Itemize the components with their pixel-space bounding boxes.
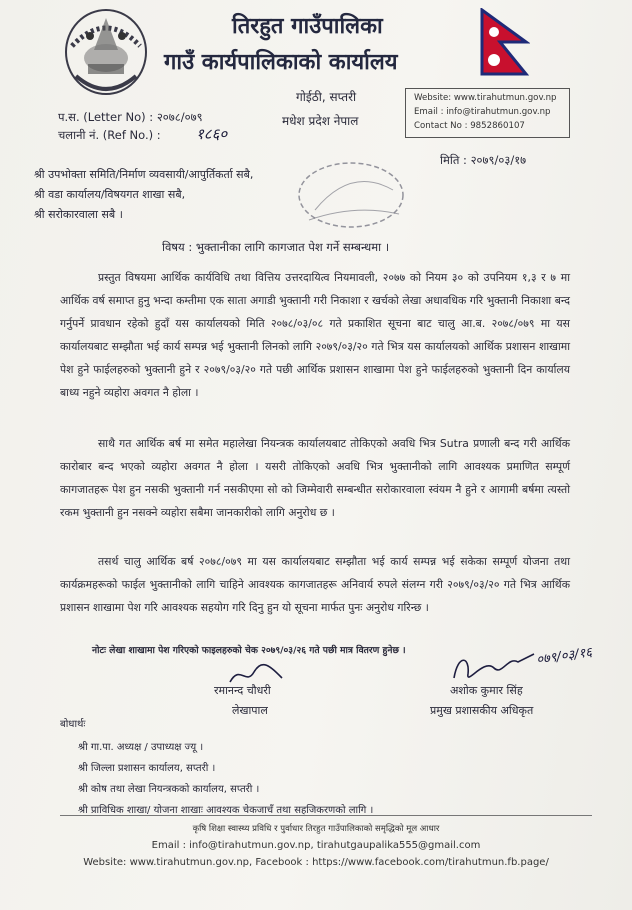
paragraph-2-text: साथै गत आर्थिक बर्ष मा समेत महालेखा नियन्त्रक कार्यालयबाट तोकिएको अवधि भित्र Sutra प्रणाली बन्द गरी आर्थिक कारोबार बन्द भएको व्यहोरा अवगत नै होला । यसरी तोकिएको अवधि भित्र भुक्तानीको लागि आवश्यक प्रमाणित सम्पूर्ण कागजातहरू पेश हुन नसकी भुक्तानी गर्न नसकीएमा सो को जिम्मेवारी सम्बन्धीत सरोकारवाला स्वंयम नै हुने र आगामी बर्षमा त्यस्तो रकम भुक्तानी हुन नसक्ने व्यहोरा सबैमा जानकारीको लागि अनुरोध छ ।: [60, 437, 570, 519]
recipient-3: श्री सरोकारवाला सबै ।: [34, 208, 123, 221]
cc-label: बोधार्थः: [60, 719, 86, 730]
left-signatory-title: लेखापाल: [232, 704, 268, 717]
nepal-flag-icon: [478, 8, 530, 76]
paragraph-1-text: प्रस्तुत विषयमा आर्थिक कार्यविधि तथा वित्तिय उत्तरदायित्व नियमावली, २०७७ को नियम ३० को उपनियम १,३ र ७ मा आर्थिक वर्ष समाप्त हुनु भन्दा कम्तीमा एक साता अगाडी भुक्तानी गरी निकाशा र खर्चको लेखा अधावधिक गरि भुक्तानी निकाशा बन्द गर्नुपर्ने प्रावधान रहेको हुदाँ यस कार्यालयको मिति २०७८/०३/०८ गते प्रकाशित सूचना बाट चालु आ.ब. २०७८/०७९ मा यस कार्यालयबाट सम्झौता भई कार्य सम्पन्न भई भुक्तानी लिनको लागि २०७९/०३/२० गते भित्र यस कार्यालयको आर्थिक प्रशासन शाखामा पेश हुने फाईलहरुको भुक्तानी हुने र २०७९/०३/२० गते पछी आर्थिक प्रशासन शाखामा पेश हुने फाईलहरुको भुक्तानी दिन कार्यालय बाध्य नहुने व्यहोरा अवगत नै होला ।: [60, 271, 570, 399]
location-line-1: गोईठी, सप्तरी: [296, 90, 357, 104]
municipality-title: तिरहुत गाउँपालिका: [232, 14, 383, 39]
letter-date: मिति : २०७९/०३/१७: [440, 153, 527, 167]
cc-item-4: श्री प्राविधिक शाखा/ योजना शाखाः आवश्यक चेकजाचँ तथा सहजिकरणको लागि ।: [78, 805, 374, 816]
ref-number-label: चलानी नं. (Ref No.) :: [58, 128, 161, 142]
right-signatory-title: प्रमुख प्रशासकीय अधिकृत: [430, 704, 534, 717]
handwritten-date: ०७९/०३/१६: [535, 645, 594, 668]
left-signatory-name: रमानन्द चौधरी: [214, 684, 271, 697]
footer-divider: [60, 815, 592, 816]
contact-phone: Contact No : 9852860107: [414, 121, 525, 131]
footer-web: Website: www.tirahutmun.gov.np, Facebook : https://www.facebook.com/tirahutmun.fb.page/: [83, 857, 549, 868]
paragraph-3-text: तसर्थ चालु आर्थिक बर्ष २०७८/०७९ मा यस कार्यालयबाट सम्झौता भई कार्य सम्पन्न भई सकेका सम्पूर्ण योजना तथा कार्यक्रमहरूको फाईल भुक्तानीको लागि चाहिने आवश्यक कागजातहरू अनिवार्य रुपले संलग्न गरी २०७९/०३/२० गते भित्र आर्थिक प्रशासन शाखामा पेश गरि आवश्यक सहयोग गरि दिनु हुन यो सूचना मार्फत पुनः अनुरोध गरिन्छ ।: [60, 555, 570, 614]
right-signature: [448, 648, 538, 688]
cc-item-3: श्री कोष तथा लेखा नियन्त्रकको कार्यालय, सप्तरी ।: [78, 784, 260, 795]
contact-email: Email : info@tirahutmun.gov.np: [414, 107, 551, 117]
footer-slogan: कृषि शिक्षा स्वास्थ्य प्रविधि र पुर्वाधार तिरहुत गाउँपालिकाको समृद्धिको मूल आधार: [192, 824, 440, 834]
footer-email: Email : info@tirahutmun.gov.np, tirahutgaupalika555@gmail.com: [151, 840, 481, 851]
subject-line: विषय : भुक्तानीका लागि कागजात पेश गर्ने सम्बन्धमा ।: [162, 240, 390, 254]
location-line-2: मधेश प्रदेश नेपाल: [282, 114, 359, 128]
cc-item-2: श्री जिल्ला प्रशासन कार्यालय, सप्तरी ।: [78, 763, 216, 774]
ref-number-handwritten: १८६०: [196, 125, 228, 143]
office-title: गाउँ कार्यपालिकाको कार्यालय: [164, 50, 398, 75]
paragraph-2: [60, 432, 570, 524]
paragraph-1: [60, 266, 570, 404]
contact-box: [405, 88, 570, 138]
recipient-1: श्री उपभोक्ता समिति/निर्माण व्यवसायी/आपुर्तिकर्ता सबै,: [34, 168, 254, 181]
note-line: नोटः लेखा शाखामा पेश गरिएको फाइलहरुको चेक २०७९/०३/२६ गते पछी मात्र वितरण हुनेछ ।: [92, 645, 406, 656]
recipient-2: श्री वडा कार्यालय/विषयगत शाखा सबै,: [34, 188, 186, 201]
paragraph-3: [60, 550, 570, 619]
nepal-emblem-icon: [62, 6, 150, 102]
letter-number: प.स. (Letter No) : २०७८/०७९: [58, 110, 203, 124]
right-signatory-name: अशोक कुमार सिंह: [450, 684, 523, 697]
office-seal-stamp: [295, 160, 407, 230]
contact-website: Website: www.tirahutmun.gov.np: [414, 93, 557, 103]
cc-item-1: श्री गा.पा. अध्यक्ष / उपाध्यक्ष ज्यू ।: [78, 742, 204, 753]
